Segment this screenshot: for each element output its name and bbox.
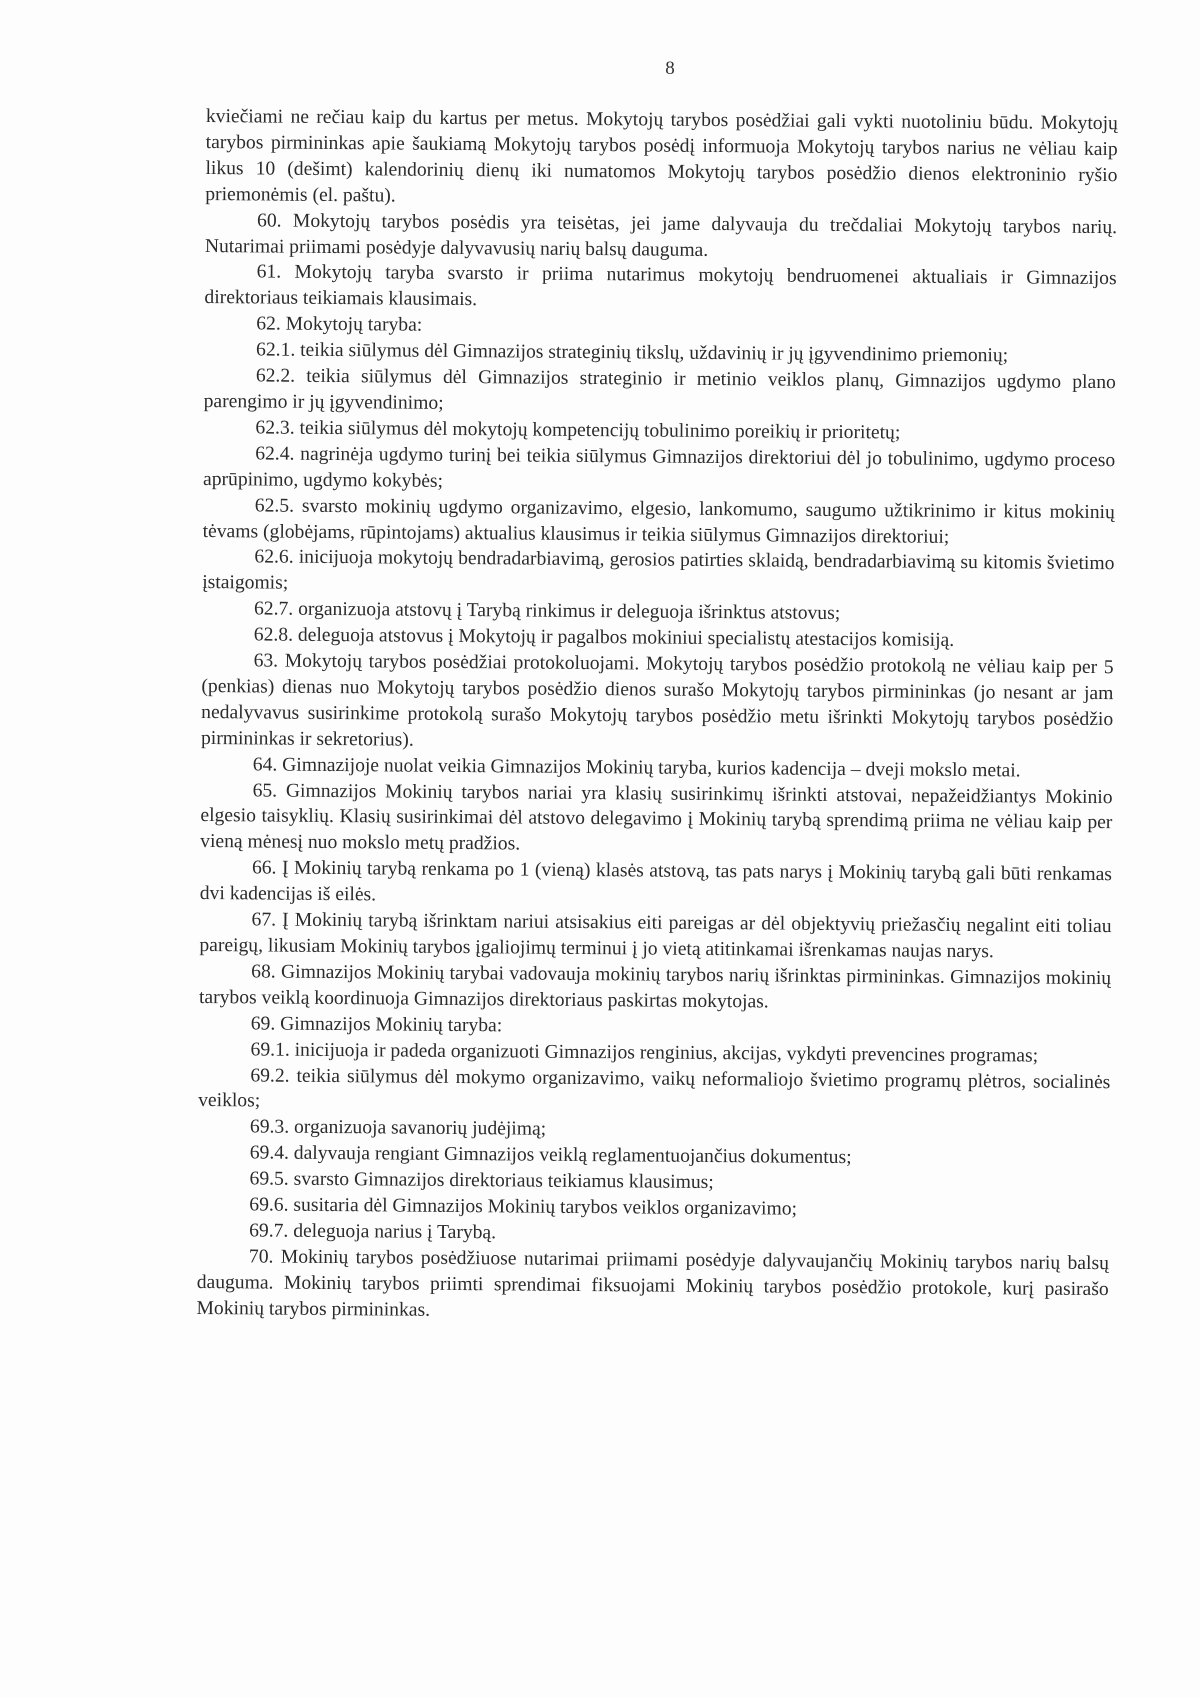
paragraph: 69.7. deleguoja narius į Tarybą.	[249, 1220, 497, 1244]
document-body	[196, 104, 1118, 1329]
paragraph: 62.8. deleguoja atstovus į Mokytojų ir pagalbos mokiniui specialistų atestacijos komisiją.	[253, 624, 955, 652]
paragraph: 70. Mokinių tarybos posėdžiuose nutarimai priimami posėdyje dalyvaujančių Mokinių tarybos narių balsų dauguma. Mokinių tarybos priimti sprendimai fiksuojami Mokinių tarybos posėdžio protokole, kurį pasirašo Mokinių tarybos pirmininkas.	[196, 1246, 1110, 1321]
paragraph: 62.1. teikia siūlymus dėl Gimnazijos strateginių tikslų, uždavinių ir jų įgyvendinimo priemonių;	[255, 339, 1009, 367]
paragraph: 67. Į Mokinių tarybą išrinktam nariui atsisakius eiti pareigas ar dėl objektyvių priežasčių negalint eiti toliau pareigų, likusiam Mokinių tarybos įgaliojimų terminui į jo vietą atitinkamai išrenkamas naujas narys.	[199, 909, 1112, 963]
paragraph: 68. Gimnazijos Mokinių tarybai vadovauja mokinių tarybos narių išrinktas pirmininkas. Gimnazijos mokinių tarybos veiklą koordinuoja Gimnazijos direktoriaus paskirtas mokytojas.	[198, 961, 1112, 1013]
paragraph: 66. Į Mokinių tarybą renkama po 1 (vieną) klasės atstovą, tas pats narys į Mokinių tarybą gali būti renkamas dvi kadencijas iš eilės.	[199, 857, 1113, 906]
paragraph: 69. Gimnazijos Mokinių taryba:	[250, 1013, 503, 1037]
paragraph: 61. Mokytojų taryba svarsto ir priima nutarimus mokytojų bendruomenei aktualiais ir Gimnazijos direktoriaus teikiamais klausimais.	[204, 261, 1117, 311]
paragraph: 69.6. susitaria dėl Gimnazijos Mokinių tarybos veiklos organizavimo;	[249, 1194, 798, 1220]
paragraph: 62.5. svarsto mokinių ugdymo organizavimo, elgesio, lankomumo, saugumo užtikrinimo ir kitus mokinių tėvams (globėjams, rūpintojams) aktualius klausimus ir teikia siūlymus Gimnazijos direktoriui;	[202, 494, 1115, 548]
paragraph: 63. Mokytojų tarybos posėdžiai protokoluojami. Mokytojų tarybos posėdžio protokolą ne vėliau kaip per 5 (penkias) dienas nuo Mokytojų tarybos posėdžio dienos surašo Mokytojų tarybos pirmininkas (jo nesant ar jam nedalyvavus susirinkime protokolą surašo Mokytojų tarybos posėdžio metu išrinkti Mokytojų tarybos posėdžio pirmininkas ir sekretorius).	[200, 650, 1114, 751]
paragraph: 69.3. organizuoja savanorių judėjimą;	[249, 1116, 547, 1141]
paragraph: 65. Gimnazijos Mokinių tarybos nariai yra klasių susirinkimų išrinkti atstovai, nepažeidžiantys Mokinio elgesio taisyklių. Klasių susirinkimai dėl atstovo delegavimo į Mokinių tarybą sprendimą priima ne vėliau kaip per vieną mėnesį nuo mokslo metų pradžios.	[200, 779, 1113, 855]
paragraph: 62. Mokytojų taryba:	[256, 313, 423, 336]
paragraph: 62.7. organizuoja atstovų į Tarybą rinkimus ir deleguoja išrinktus atstovus;	[253, 598, 841, 625]
paragraph: 69.5. svarsto Gimnazijos direktoriaus teikiamus klausimus;	[249, 1168, 714, 1194]
paragraph: 69.2. teikia siūlymus dėl mokymo organizavimo, vaikų neformaliojo švietimo programų plėtros, socialinės veiklos;	[198, 1064, 1111, 1112]
page-number: 8	[665, 58, 675, 79]
paragraph: 62.3. teikia siūlymus dėl mokytojų kompetencijų tobulinimo poreikių ir prioritetų;	[255, 417, 901, 444]
paragraph: 62.4. nagrinėja ugdymo turinį bei teikia siūlymus Gimnazijos direktoriui dėl jo tobulinimo, ugdymo proceso aprūpinimo, ugdymo kokybės;	[202, 443, 1116, 492]
paragraph: 60. Mokytojų tarybos posėdis yra teisėtas, jei jame dalyvauja du trečdaliai Mokytojų tarybos narių. Nutarimai priimami posėdyje dalyvavusių narių balsų dauguma.	[204, 210, 1118, 261]
paragraph: 62.2. teikia siūlymus dėl Gimnazijos strateginio ir metinio veiklos planų, Gimnazijos ugdymo plano parengimo ir jų įgyvendinimo;	[203, 365, 1116, 414]
paragraph: 64. Gimnazijoje nuolat veikia Gimnazijos Mokinių taryba, kurios kadencija – dveji mokslo metai.	[252, 754, 1021, 782]
paragraph: 69.1. inicijuoja ir padeda organizuoti Gimnazijos renginius, akcijas, vykdyti prevencines programas;	[250, 1039, 1039, 1067]
paragraph: kviečiami ne rečiau kaip du kartus per metus. Mokytojų tarybos posėdžiai gali vykti nuotoliniu būdu. Mokytojų tarybos pirmininkas apie šaukiamą Mokytojų tarybos posėdį informuoja Mokytojų tarybos narius ne vėliau kaip likus 10 (dešimt) kalendorinių dienų iki numatomos Mokytojų tarybos posėdžio dienos elektroninio ryšio priemonėmis (el. paštu).	[205, 105, 1118, 207]
paragraph: 69.4. dalyvauja rengiant Gimnazijos veiklą reglamentuojančius dokumentus;	[249, 1142, 852, 1169]
paragraph: 62.6. inicijuoja mokytojų bendradarbiavimą, gerosios patirties sklaidą, bendradarbiavimą su kitomis švietimo įstaigomis;	[202, 546, 1115, 594]
